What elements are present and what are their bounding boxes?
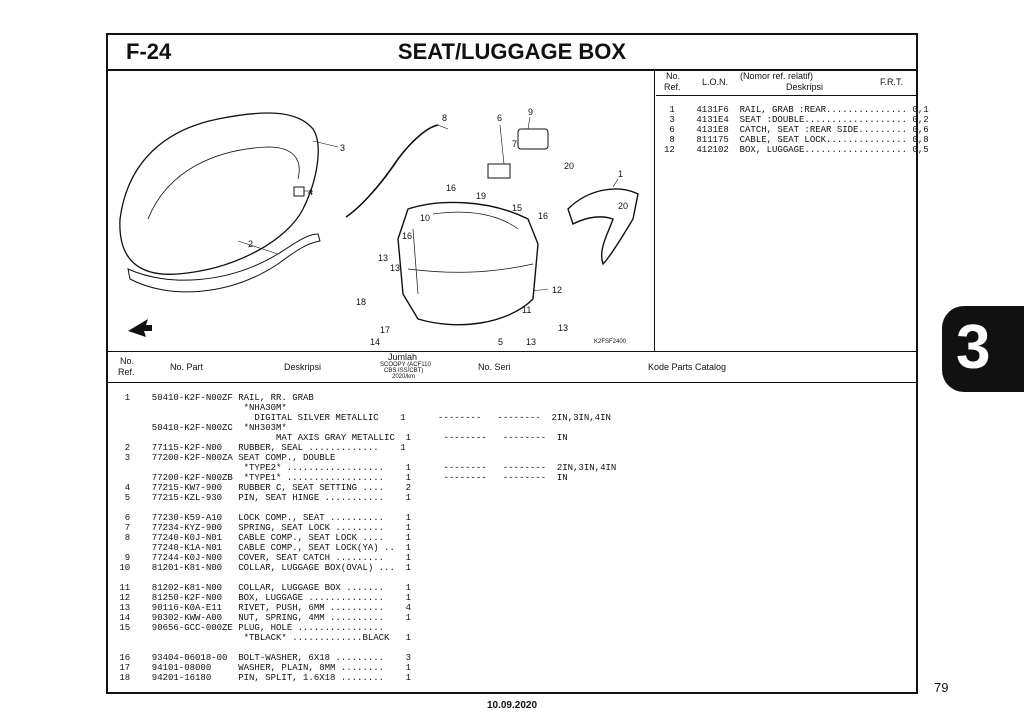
ref-frt-header: F.R.T.	[880, 77, 904, 87]
table-row: DIGITAL SILVER METALLIC 1 -------- -------- 2IN,3IN,4IN	[114, 413, 611, 423]
callout-2: 2	[248, 239, 254, 249]
section-tab-number: 3	[956, 313, 991, 382]
table-row: 15 90656-GCC-000ZE PLUG, HOLE ................	[114, 623, 385, 633]
callout-1: 1	[618, 169, 624, 179]
parts-catalog-header: Kode Parts Catalog	[648, 362, 727, 372]
callout-9: 9	[528, 107, 534, 117]
seat-drawing	[120, 113, 318, 274]
section-tab	[942, 306, 1024, 392]
table-row: 5 77215-KZL-930 PIN, SEAT HINGE ........... 1	[114, 493, 412, 503]
callout-7: 7	[512, 139, 518, 149]
table-row: 14 90302-KWW-A00 NUT, SPRING, 4MM .......... 1	[114, 613, 412, 623]
table-row: MAT AXIS GRAY METALLIC 1 -------- -------- IN	[114, 433, 568, 443]
callout-17: 17	[380, 325, 391, 335]
callout-16a: 16	[446, 183, 457, 193]
callout-13b: 13	[390, 263, 401, 273]
ref-desc-top-header: (Nomor ref. relatif)	[740, 71, 814, 81]
table-row: 18 94201-16180 PIN, SPLIT, 1.6X18 ........ 1	[114, 673, 412, 683]
callout-8: 8	[442, 113, 448, 123]
callout-15: 15	[512, 203, 523, 213]
callout-13d: 13	[526, 337, 537, 347]
table-row: *TBLACK* .............BLACK 1	[114, 633, 412, 643]
parts-table-body	[114, 393, 914, 693]
ref-row: 12 412102 BOX, LUGGAGE................... 0,5	[664, 145, 929, 155]
diagram-svg	[108, 69, 654, 351]
table-row: 50410-K2F-N00ZC *NH303M*	[114, 423, 287, 433]
ref-row: 1 4131F6 RAIL, GRAB :REAR............... 0,1	[664, 105, 929, 115]
callout-14: 14	[370, 337, 381, 347]
table-row: 12 81250-K2F-N00 BOX, LUGGAGE .............. 1	[114, 593, 412, 603]
parts-ref-header: Ref.	[118, 367, 135, 377]
parts-seri-header: No. Seri	[478, 362, 511, 372]
callout-3: 3	[340, 143, 346, 153]
callout-16c: 16	[402, 231, 413, 241]
page-frame	[106, 33, 929, 694]
table-row: 6 77230-K59-A10 LOCK COMP., SEAT .......... 1	[114, 513, 412, 523]
lock-drawing	[518, 129, 548, 149]
exploded-diagram	[108, 69, 655, 351]
ref-row: 8 811175 CABLE, SEAT LOCK............... 0,8	[664, 135, 929, 145]
table-row: 16 93404-06018-00 BOLT-WASHER, 6X18 ......... 3	[114, 653, 412, 663]
callout-20b: 20	[618, 201, 629, 211]
callout-20a: 20	[564, 161, 575, 171]
part-4-drawing	[294, 187, 304, 196]
parts-desc-header: Deskripsi	[284, 362, 322, 372]
ref-no-header: No.	[666, 71, 681, 81]
table-row: 13 90116-K0A-E11 RIVET, PUSH, 6MM .......... 4	[114, 603, 412, 613]
table-row: 17 94101-08000 WASHER, PLAIN, 8MM ........ 1	[114, 663, 412, 673]
luggage-box-drawing	[398, 202, 538, 324]
callout-5: 5	[498, 337, 504, 347]
table-row: 8 77240-K0J-N01 CABLE COMP., SEAT LOCK .... 1	[114, 533, 412, 543]
ref-desc-header: Deskripsi	[786, 82, 824, 92]
page-header	[108, 35, 916, 71]
callout-13a: 13	[378, 253, 389, 263]
diagram-code: K2FSF2400	[594, 339, 627, 345]
ref-table-header	[656, 69, 916, 96]
page-title: SEAT/LUGGAGE BOX	[397, 39, 627, 64]
callout-4: 4	[308, 187, 314, 197]
callout-18: 18	[356, 297, 367, 307]
callout-11: 11	[522, 305, 532, 315]
parts-model1-header: SCOOPY (ACF110	[380, 362, 431, 368]
print-date: 10.09.2020	[486, 700, 538, 711]
table-row: 4 77215-KW7-900 RUBBER C, SEAT SETTING .... 2	[114, 483, 412, 493]
parts-table-header	[108, 351, 916, 383]
callout-10: 10	[420, 213, 431, 223]
table-row: 77240-K1A-N01 CABLE COMP., SEAT LOCK(YA) .. 1	[114, 543, 412, 553]
front-arrow-icon	[128, 319, 152, 337]
table-row: *NHA30M*	[114, 403, 287, 413]
callout-16b: 16	[538, 211, 549, 221]
table-row: 2 77115-K2F-N00 RUBBER, SEAL ............. 1	[114, 443, 406, 453]
table-row: 9 77244-K0J-N00 COVER, SEAT CATCH ......... 1	[114, 553, 412, 563]
seat-cushion-line	[148, 147, 299, 219]
catch-drawing	[488, 164, 510, 178]
parts-model2-header: CBS ISS/CBT)	[384, 368, 424, 374]
page-number: 79	[934, 680, 949, 695]
table-row: 3 77200-K2F-N00ZA SEAT COMP., DOUBLE	[114, 453, 336, 463]
callout-12: 12	[552, 285, 563, 295]
table-row: 77200-K2F-N00ZB *TYPE1* .................. 1 -------- -------- IN	[114, 473, 568, 483]
table-row: 10 81201-K81-N00 COLLAR, LUGGAGE BOX(OVAL) ... 1	[114, 563, 412, 573]
ref-ref-header: Ref.	[664, 82, 681, 92]
parts-no-header: No.	[120, 356, 135, 366]
ref-row: 6 4131E8 CATCH, SEAT :REAR SIDE......... 0,6	[664, 125, 929, 135]
ref-lon-header: L.O.N.	[702, 77, 729, 87]
seat-rubber-seal	[128, 234, 320, 292]
callout-19: 19	[476, 191, 487, 201]
luggage-box-detail	[408, 212, 533, 294]
callout-13c: 13	[558, 323, 569, 333]
table-row: 1 50410-K2F-N00ZF RAIL, RR. GRAB	[114, 393, 314, 403]
parts-year-header: 2020/km	[392, 374, 416, 380]
ref-panel	[656, 69, 929, 351]
callout-6: 6	[497, 113, 503, 123]
table-row: 7 77234-KYZ-900 SPRING, SEAT LOCK ......... 1	[114, 523, 412, 533]
parts-part-header: No. Part	[170, 362, 204, 372]
section-code: F-24	[126, 39, 172, 64]
table-row: *TYPE2* .................. 1 -------- -------- 2IN,3IN,4IN	[114, 463, 617, 473]
table-row: 11 81202-K81-N00 COLLAR, LUGGAGE BOX ....... 1	[114, 583, 412, 593]
parts-jumlah-header: Jumlah	[388, 352, 418, 362]
cable-drawing	[346, 125, 438, 217]
ref-row: 3 4131E4 SEAT :DOUBLE................... 0,2	[664, 115, 929, 125]
